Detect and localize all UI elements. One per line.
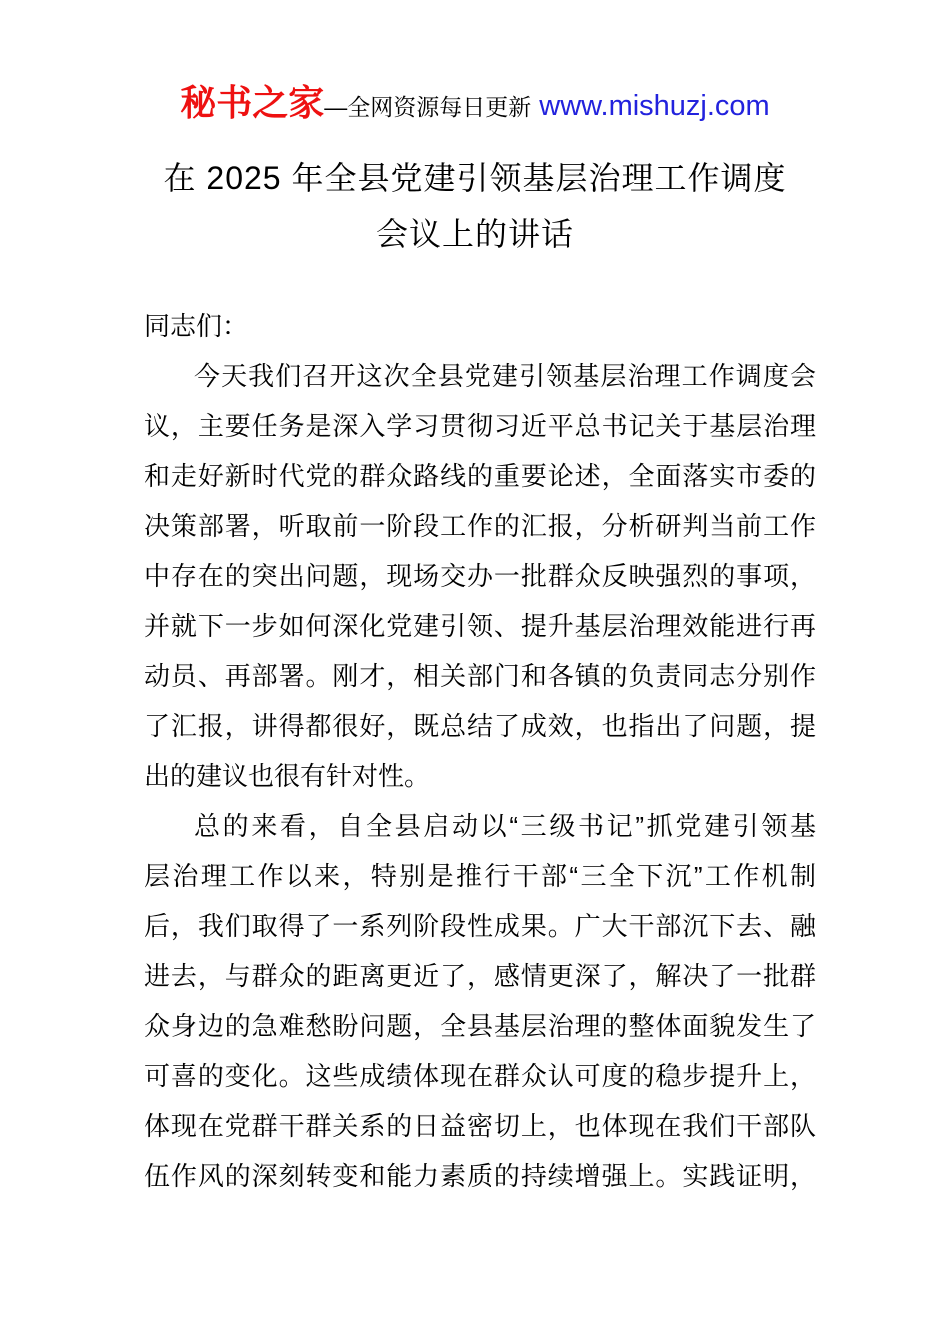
document-body bbox=[144, 301, 816, 1201]
paragraph-list bbox=[144, 351, 816, 1201]
body-line: 和走好新时代党的群众路线的重要论述，全面落实市委的 bbox=[144, 461, 816, 491]
salutation-line: 同志们： bbox=[144, 311, 249, 341]
body-line: 众身边的急难愁盼问题，全县基层治理的整体面貌发生了 bbox=[144, 1011, 816, 1041]
body-line: 层治理工作以来，特别是推行干部“三全下沉”工作机制 bbox=[144, 861, 816, 891]
site-url-link[interactable]: www.mishuzj.com bbox=[539, 90, 770, 122]
body-line: 体现在党群干群关系的日益密切上，也体现在我们干部队 bbox=[144, 1111, 816, 1141]
title-line-1: 在 2025 年全县党建引领基层治理工作调度 bbox=[163, 160, 787, 196]
body-line: 进去，与群众的距离更近了，感情更深了，解决了一批群 bbox=[144, 961, 816, 991]
body-line: 并就下一步如何深化党建引领、提升基层治理效能进行再 bbox=[144, 611, 816, 641]
body-line: 今天我们召开这次全县党建引领基层治理工作调度会 bbox=[194, 361, 816, 391]
body-line: 决策部署，听取前一阶段工作的汇报，分析研判当前工作 bbox=[144, 511, 816, 541]
body-line: 动员、再部署。刚才，相关部门和各镇的负责同志分别作 bbox=[144, 661, 816, 691]
body-line: 后，我们取得了一系列阶段性成果。广大干部沉下去、融 bbox=[144, 911, 816, 941]
document-title bbox=[0, 150, 950, 262]
body-line: 伍作风的深刻转变和能力素质的持续增强上。实践证明， bbox=[144, 1161, 816, 1191]
body-line: 了汇报，讲得都很好，既总结了成效，也指出了问题，提 bbox=[144, 711, 816, 741]
body-line: 可喜的变化。这些成绩体现在群众认可度的稳步提升上， bbox=[144, 1061, 816, 1091]
body-line: 出的建议也很有针对性。 bbox=[144, 761, 431, 791]
site-name: 秘书之家 bbox=[180, 82, 325, 123]
title-line-2: 会议上的讲话 bbox=[375, 216, 574, 252]
body-line: 总的来看，自全县启动以“三级书记”抓党建引领基 bbox=[194, 811, 816, 841]
body-line: 议，主要任务是深入学习贯彻习近平总书记关于基层治理 bbox=[144, 411, 816, 441]
site-header bbox=[0, 0, 950, 130]
site-tagline: —全网资源每日更新 bbox=[324, 94, 532, 120]
body-line: 中存在的突出问题，现场交办一批群众反映强烈的事项， bbox=[144, 561, 816, 591]
